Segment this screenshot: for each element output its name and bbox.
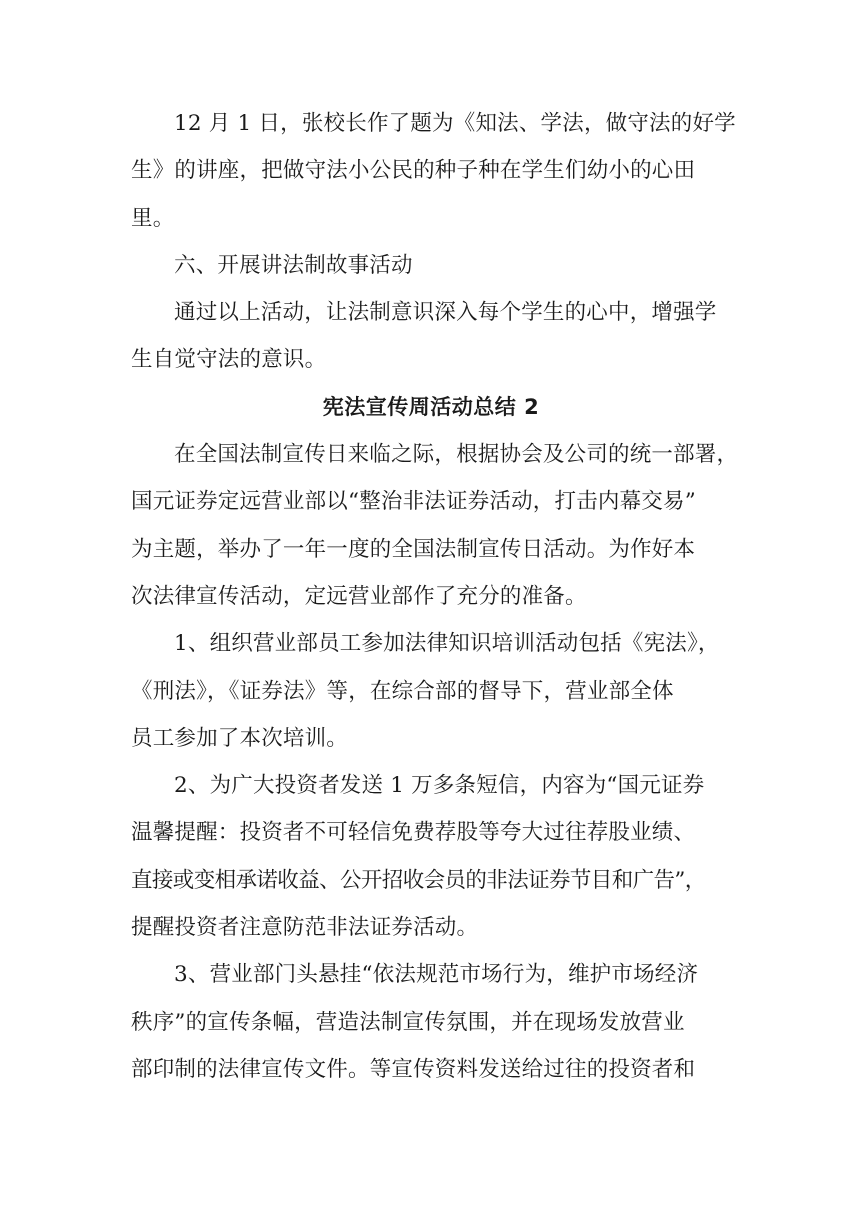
paragraph-item-two: [131, 762, 731, 951]
text-line: 部印制的法律宣传文件。等宣传资料发送给过往的投资者和: [131, 1056, 696, 1082]
paragraph-intro: [131, 431, 739, 620]
text-line: 六、开展讲法制故事活动: [174, 252, 413, 278]
text-line: 员工参加了本次培训。: [131, 725, 349, 751]
text-line: 提醒投资者注意防范非法证券活动。: [131, 915, 479, 941]
text-line: 温馨提醒：投资者不可轻信免费荐股等夸大过往荐股业绩、: [131, 820, 696, 846]
text-line: 直接或变相承诺收益、公开招收会员的非法证券节目和广告”，: [131, 867, 706, 893]
text-line: 在全国法制宣传日来临之际，根据协会及公司的统一部署，: [174, 442, 739, 468]
text-line: 12 月 1 日，张校长作了题为《知法、学法，做守法的好学: [174, 111, 736, 136]
document-page: [131, 100, 739, 1093]
text-line: 次法律宣传活动，定远营业部作了充分的准备。: [131, 583, 587, 609]
text-line: 里。: [131, 205, 175, 231]
text-line: 为主题，举办了一年一度的全国法制宣传日活动。为作好本: [131, 536, 696, 562]
text-line: 生自觉守法的意识。: [131, 347, 327, 373]
text-line: 2、为广大投资者发送 1 万多条短信，内容为“国元证券: [174, 773, 705, 799]
text-line: 3、营业部门头悬挂“依法规范市场行为，维护市场经济: [174, 962, 699, 988]
paragraph-item-one: [131, 620, 731, 762]
text-line: 1、组织营业部员工参加法律知识培训活动包括《宪法》，: [174, 631, 720, 657]
text-line: 秩序”的宣传条幅，营造法制宣传氛围，并在现场发放营业: [131, 1009, 685, 1035]
text-line: 通过以上活动，让法制意识深入每个学生的心中，增强学: [174, 300, 717, 326]
text-line: 《刑法》，《证券法》等，在综合部的督导下，营业部全体: [131, 678, 674, 704]
text-line: 生》的讲座，把做守法小公民的种子种在学生们幼小的心田: [131, 158, 696, 184]
paragraph-section-six: [131, 242, 731, 289]
section-heading: 宪法宣传周活动总结 2: [322, 394, 540, 419]
paragraph-item-three: [131, 951, 731, 1093]
paragraph-lecture: [131, 100, 736, 242]
paragraph-conclusion: [131, 289, 731, 384]
text-line: 国元证券定远营业部以“整治非法证券活动，打击内幕交易”: [131, 489, 696, 515]
